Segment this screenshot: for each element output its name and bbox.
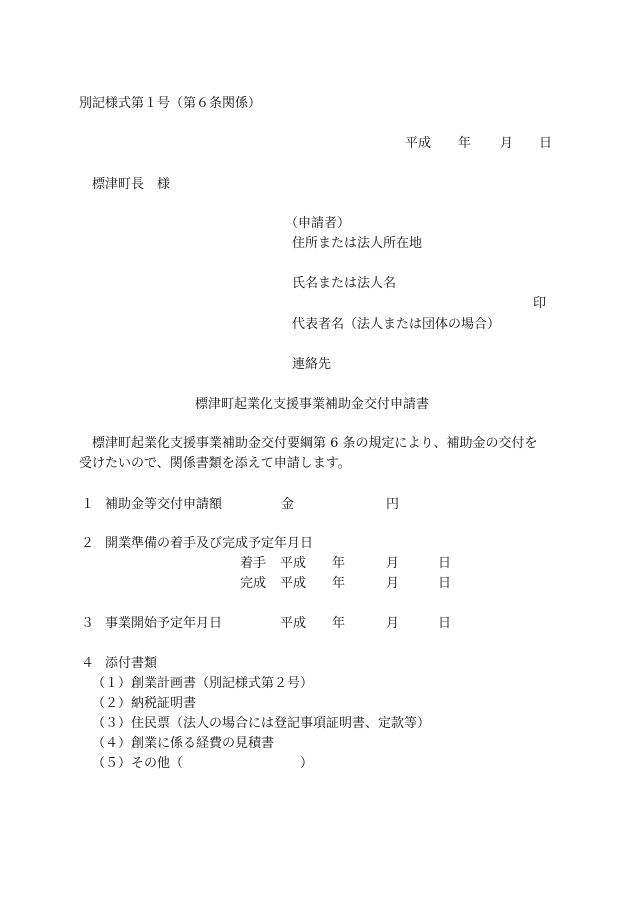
representative-label: 代表者名（法人または団体の場合） <box>292 317 501 332</box>
body-line-1: 標津町起業化支援事業補助金交付要綱第 6 条の規定により、補助金の交付を <box>92 436 538 451</box>
attachment-doc: （４）創業に係る経費の見積書 <box>92 736 275 751</box>
item-3-era: 平成 <box>280 616 307 631</box>
complete-year: 年 <box>332 576 346 591</box>
applicant-heading: （申請者） <box>285 216 351 231</box>
attachment-doc: （２）納税証明書 <box>92 696 197 711</box>
attachment-doc: （５）その他（ <box>92 756 184 771</box>
complete-era: 平成 <box>280 576 307 591</box>
item-1-label: 補助金等交付申請額 <box>105 497 223 512</box>
item-3-day: 日 <box>438 616 452 631</box>
date-day: 日 <box>539 136 553 151</box>
item-1-number: １ <box>81 497 95 512</box>
start-era: 平成 <box>280 556 307 571</box>
date-month: 月 <box>500 136 514 151</box>
complete-month: 月 <box>386 576 400 591</box>
item-1-kin: 金 <box>281 497 295 512</box>
start-day: 日 <box>438 556 452 571</box>
item-1-yen: 円 <box>386 497 400 512</box>
start-label: 着手 <box>240 556 267 571</box>
seal-mark: 印 <box>533 296 547 311</box>
item-3-month: 月 <box>386 616 400 631</box>
addressee: 標津町長 様 <box>92 177 171 192</box>
item-4-number: ４ <box>81 656 95 671</box>
item-3-year: 年 <box>332 616 346 631</box>
start-month: 月 <box>386 556 400 571</box>
date-era: 平成 <box>405 136 432 151</box>
complete-day: 日 <box>438 576 452 591</box>
address-label: 住所または法人所在地 <box>292 236 423 251</box>
document-title: 標津町起業化支援事業補助金交付申請書 <box>195 397 430 412</box>
item-3-number: ３ <box>81 616 95 631</box>
item-4-label: 添付書類 <box>105 656 158 671</box>
item-2-label: 開業準備の着手及び完成予定年月日 <box>105 536 314 551</box>
other-close-paren: ） <box>300 756 314 771</box>
item-2-number: ２ <box>81 536 95 551</box>
form-number: 別記様式第１号（第６条関係） <box>79 96 262 111</box>
complete-label: 完成 <box>240 576 267 591</box>
body-line-2: 受けたいので、関係書類を添えて申請します。 <box>79 456 351 471</box>
start-year: 年 <box>332 556 346 571</box>
item-3-label: 事業開始予定年月日 <box>105 616 223 631</box>
attachment-doc: （１）創業計画書（別記様式第２号） <box>92 676 314 691</box>
attachment-doc: （３）住民票（法人の場合には登記事項証明書、定款等） <box>92 716 431 731</box>
date-year: 年 <box>458 136 472 151</box>
contact-label: 連絡先 <box>292 357 332 372</box>
name-label: 氏名または法人名 <box>292 276 397 291</box>
